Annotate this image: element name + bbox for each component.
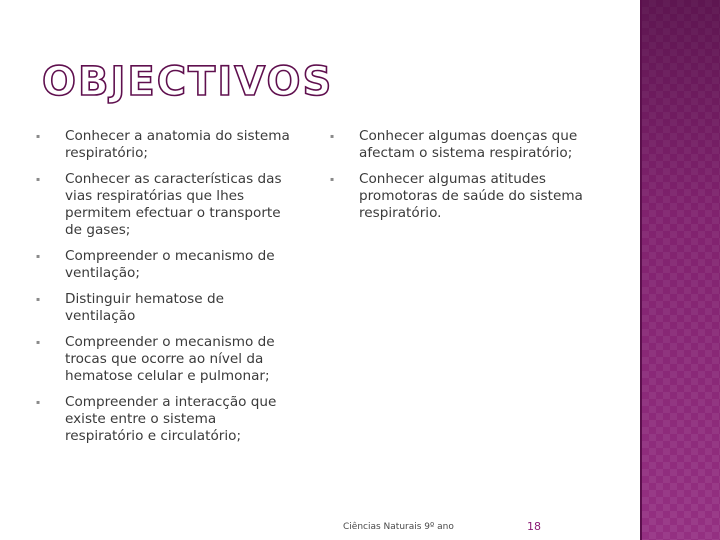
bullet-icon: ▪ xyxy=(36,296,41,303)
bullet-icon: ▪ xyxy=(330,176,335,183)
list-item xyxy=(36,394,298,445)
page-number: 18 xyxy=(527,520,541,533)
list-item xyxy=(36,248,298,282)
list-item xyxy=(330,171,600,222)
list-item xyxy=(36,291,298,325)
list-item-text: Compreender o mecanismo de ventilação; xyxy=(65,248,275,281)
list-item-text: Conhecer algumas doenças que afectam o sistema respiratório; xyxy=(359,128,578,161)
objectives-list-right xyxy=(330,128,600,231)
bullet-icon: ▪ xyxy=(36,176,41,183)
list-item-text: Conhecer algumas atitudes promotoras de saúde do sistema respiratório. xyxy=(359,171,583,221)
decorative-sidebar xyxy=(642,0,720,540)
objectives-list-left xyxy=(36,128,298,454)
bullet-icon: ▪ xyxy=(330,133,335,140)
slide-title: OBJECTIVOS xyxy=(42,59,334,105)
list-item-text: Compreender o mecanismo de trocas que ocorre ao nível da hematose celular e pulmonar; xyxy=(65,334,275,384)
list-item-text: Compreender a interacção que existe entre o sistema respiratório e circulatório; xyxy=(65,394,277,444)
bullet-icon: ▪ xyxy=(36,253,41,260)
list-item xyxy=(36,171,298,239)
bullet-icon: ▪ xyxy=(36,133,41,140)
list-item-text: Distinguir hematose de ventilação xyxy=(65,291,224,324)
bullet-icon: ▪ xyxy=(36,339,41,346)
list-item-text: Conhecer as características das vias respiratórias que lhes permitem efectuar o transporte de gases; xyxy=(65,171,282,238)
bullet-icon: ▪ xyxy=(36,399,41,406)
footer-text: Ciências Naturais 9º ano xyxy=(343,522,454,532)
list-item xyxy=(330,128,600,162)
list-item xyxy=(36,128,298,162)
list-item-text: Conhecer a anatomia do sistema respiratório; xyxy=(65,128,290,161)
list-item xyxy=(36,334,298,385)
